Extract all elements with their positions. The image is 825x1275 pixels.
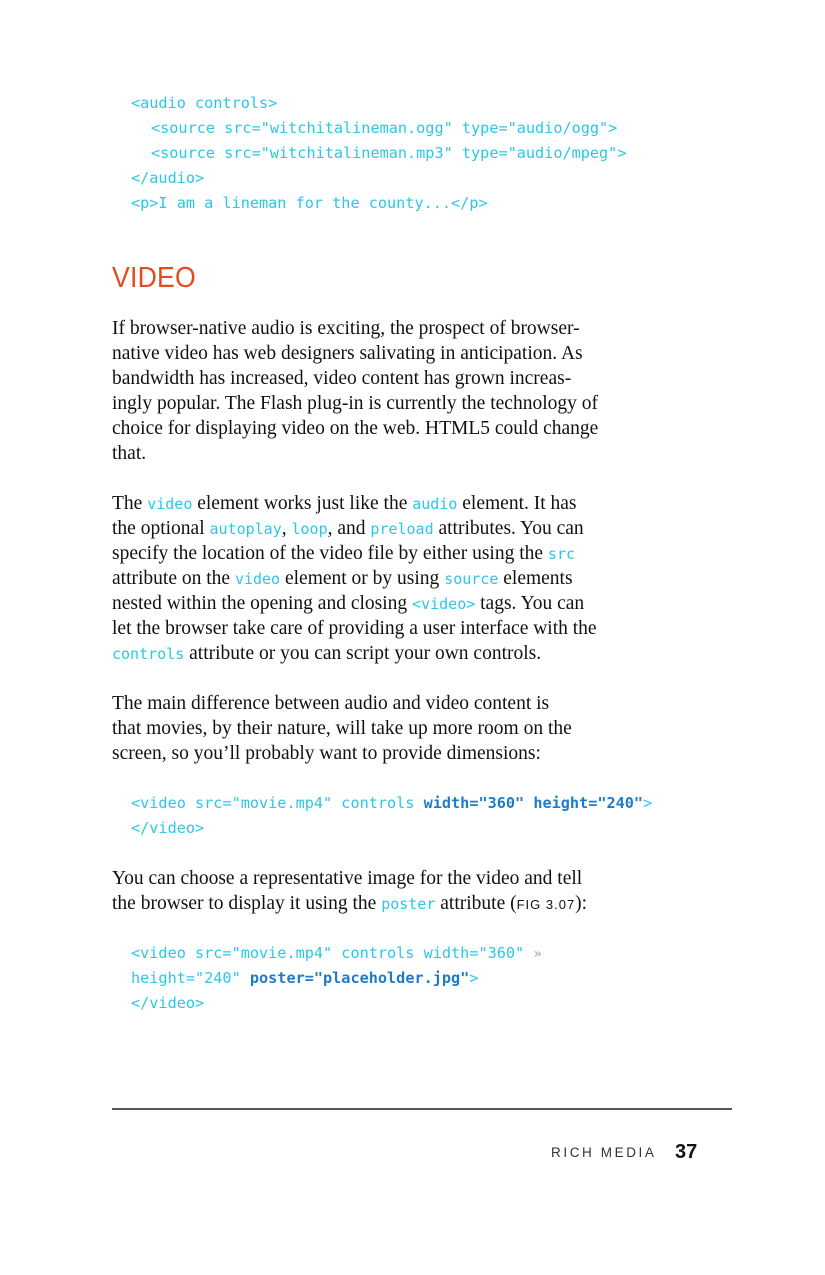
text-line: screen, so you’ll probably want to provide dimensions:: [112, 743, 541, 764]
code-line: <audio controls>: [131, 94, 278, 112]
inline-code: <video>: [412, 595, 476, 613]
paragraph-intro: [112, 316, 672, 466]
paragraph-poster: [112, 866, 672, 916]
text-line: ingly popular. The Flash plug-in is currently the technology of: [112, 393, 598, 414]
text-line: The main difference between audio and video content is: [112, 693, 550, 714]
inline-code: video: [147, 495, 193, 513]
paragraph-dimensions: [112, 691, 672, 766]
text-line: that movies, by their nature, will take up more room on the: [112, 718, 572, 739]
text-line: let the browser take care of providing a user interface with the: [112, 618, 597, 639]
code-line: </video>: [131, 819, 205, 837]
code-block-audio: [0, 0, 825, 212]
inline-code: preload: [370, 520, 434, 538]
text-line: choice for displaying video on the web. HTML5 could change: [112, 418, 599, 439]
text-line: bandwidth has increased, video content has grown increas-: [112, 368, 572, 389]
code-highlight: width="360" height="240": [423, 794, 644, 812]
code-line: </video>: [131, 994, 205, 1012]
text-line: specify the location of the video file by either using the src: [112, 543, 576, 564]
inline-code: video: [234, 570, 281, 588]
text-line: You can choose a representative image for the video and tell: [112, 868, 583, 889]
code-line: <source src="witchitalineman.mp3" type="audio/mpeg">: [151, 144, 627, 162]
code-line: <video src="movie.mp4" controls width="360" height="240">: [131, 794, 653, 812]
footer-divider: [112, 1108, 732, 1110]
inline-code: src: [547, 545, 576, 563]
text-line: controls attribute or you can script your own controls.: [112, 643, 542, 664]
paragraph-video-element: [112, 491, 672, 666]
code-line: <source src="witchitalineman.ogg" type="audio/ogg">: [151, 119, 618, 137]
code-line: height="240" poster="placeholder.jpg">: [131, 969, 479, 987]
text-line: native video has web designers salivating in anticipation. As: [112, 343, 583, 364]
inline-code: source: [444, 570, 499, 588]
page-number: 37: [675, 1141, 698, 1163]
text-line: the optional autoplay, loop, and preload attributes. You can: [112, 518, 584, 539]
text-line: attribute on the video element or by using source elements: [112, 568, 573, 589]
inline-code: controls: [112, 645, 185, 663]
inline-code: audio: [412, 495, 458, 513]
line-continuation-mark: »: [533, 946, 542, 962]
code-line: <p>I am a lineman for the county...</p>: [131, 194, 488, 212]
code-line: </audio>: [131, 169, 205, 187]
figure-reference: FIG 3.07: [516, 897, 576, 912]
text-line: The video element works just like the audio element. It has: [112, 493, 577, 514]
text-line: that.: [112, 443, 147, 464]
inline-code: poster: [381, 895, 436, 913]
text-line: If browser-native audio is exciting, the prospect of browser-: [112, 318, 580, 339]
code-line: <video src="movie.mp4" controls width="360" »: [131, 944, 542, 962]
section-heading: VIDEO: [112, 262, 196, 294]
inline-code: loop: [291, 520, 328, 538]
inline-code: autoplay: [209, 520, 282, 538]
running-footer-section: RICH MEDIA: [551, 1145, 657, 1160]
text-line: nested within the opening and closing <video> tags. You can: [112, 593, 585, 614]
text-line: the browser to display it using the poster attribute (FIG 3.07):: [112, 893, 588, 914]
code-highlight: poster="placeholder.jpg": [249, 969, 470, 987]
